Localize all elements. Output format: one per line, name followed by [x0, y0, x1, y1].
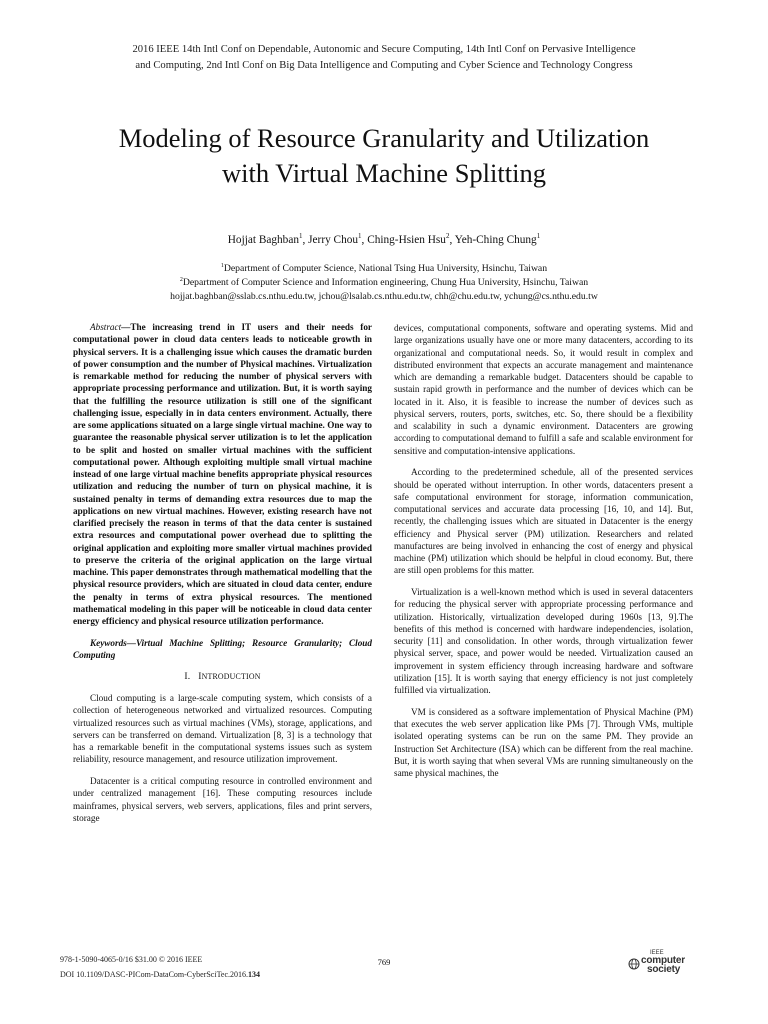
ieee-computer-society-logo — [626, 950, 698, 980]
conference-line-2: and Computing, 2nd Intl Conf on Big Data Intelligence and Computing and Cyber Science and Technology Congress — [135, 60, 633, 71]
right-column — [394, 322, 693, 789]
body-paragraph: Cloud computing is a large-scale computing system, which consists of a collection of heterogeneous networked and virtualized resources. Computing virtualized resources such as virtual machines (VMs), storage, applications, and servers can be transferred on demand. Virtualization [8, 3] is a technology that has a remarkable benefit in the computational systems issues such as system reliability, resource management, and resource utilization improvement. — [73, 693, 372, 765]
affiliations — [40, 262, 728, 304]
keywords: Keywords—Virtual Machine Splitting; Resource Granularity; Cloud Computing — [73, 637, 372, 660]
logo-ieee-text: IEEE — [650, 950, 664, 956]
isbn-line: 978-1-5090-4065-0/16 $31.00 © 2016 IEEE — [60, 955, 203, 964]
section-heading-introduction: I. INTRODUCTION — [184, 670, 261, 682]
paper-title — [40, 121, 728, 191]
body-paragraph: Datacenter is a critical computing resource in controlled environment and under centralized management [16]. These computing resources include mainframes, physical servers, web servers, applications, files and print servers, storage — [73, 776, 372, 823]
abstract-text: The increasing trend in IT users and their needs for computational power in cloud data centers leads to noticeable growth in physical servers. It is a challenging issue which causes the dramatic burden of power consumption and the number of Physical machines. Virtualization is remarkable method for reducing the number of physical servers with appropriate processing performance and utilization. But, it is worth saying that the fulfilling the resource utilization is still one of the significant challenging issue, especially in in data centers environment. Actually, there are some applications situated on a large single virtual machine. One way to guarantee the reasonable physical server utilization is to let the application to be split and hosted on smaller virtual machines with the sufficient computational power. Although exploiting multiple small virtual machine instead of one large virtual machine benefits appropriate physical resources utilization and reducing the number of turn on physical machine, it is sustained penalty in terms of demanding extra resources due to map the applications on new virtual machines. However, existing research have not clarified precisely the reason in terms of that the data center is sustained extra resources and computational power overhead due to splitting the original application and exploiting more smaller virtual machines provided to preserve the criteria of the original application on the large virtual machine. This paper demonstrates through mathematical modelling that the physical resource providers, which are situated in cloud data center, endure the penalty in terms of extra physical resources. The mentioned mathematical modeling in this paper will be noticeable in cloud data center energy efficiency and physical resource utilization performance. — [73, 322, 372, 626]
globe-icon — [628, 958, 640, 970]
page-number: 769 — [377, 957, 391, 967]
body-paragraph: devices, computational components, software and operating systems. Mid and large organizations usually have one or more many datacenters, according to its organizational and computational needs. So, it would result in complex and distributed environment that expects an accurate management and maintenance which are demanding a remarkable budget. Datacenters should be capable to sustain rapid growth in performance and the number of devices which can be located in it. Also, it is feasible to increase the number of devices such as physical servers, routers, ports, switches, etc. So, there should be a flexibility and scalability in such a dynamic environment. Datacenters are growing according to computational demand to fulfill a safe and scalable environment for sensitive and computation-intensive applications. — [394, 323, 693, 456]
conference-line-1: 2016 IEEE 14th Intl Conf on Dependable, Autonomic and Secure Computing, 14th Intl Conf on Pervasive Intelligence — [132, 44, 636, 55]
left-column — [73, 321, 372, 834]
author: Jerry Chou$^1$, — [308, 232, 368, 246]
author: Ching-Hsien Hsu$^2$, — [367, 232, 455, 246]
logo-computer-text: computer — [641, 955, 685, 966]
title-line-1: Modeling of Resource Granularity and Utilization — [118, 123, 650, 153]
body-paragraph: According to the predetermined schedule, all of the presented services should be operated without interruption. In other words, datacenters present a safe computational environment for storage, information communication, computational services and accurate data processing [16, 10, and 14]. But, recently, the challenging issues which are situated in Datacenter is the energy efficiency and Physical server (PM) utilization. Researchers and related manufactures are being involved in enhancing the cost of energy and physical machine (PM) utilization which should be helpful in cloud economy. But, there are still open problems for this matter. — [394, 467, 693, 576]
doi-line: DOI 10.1109/DASC-PICom-DataCom-CyberSciTec.2016.134 — [60, 970, 261, 979]
abstract-label: Abstract — [90, 322, 122, 332]
author-list — [40, 233, 728, 247]
title-line-2: with Virtual Machine Splitting — [222, 158, 546, 188]
affiliation-1: $^1$Department of Computer Science, National Tsing Hua University, Hsinchu, Taiwan — [220, 262, 548, 274]
logo-society-text: society — [647, 964, 681, 975]
body-paragraph: Virtualization is a well-known method which is used in several datacenters for reducing the physical server with appropriate processing performance and utilization. Historically, virtualization developed during 1960s [13, 9].The benefits of this method is concerned with hardware independencies, isolation, security [11] and consolidation. In other words, through virtualization fewer physical server, space, and power would be needed. Virtualization caused an improvement in system efficiency through increasing hardware and software utilization [15]. It is worth saying that energy efficiency is not just completely fulfilled via virtualization. — [394, 587, 693, 695]
affiliation-2: $^2$Department of Computer Science and Information engineering, Chung Hua University, Hsinchu, Taiwan — [179, 276, 589, 288]
conference-header — [40, 42, 728, 74]
author: Hojjat Baghban$^1$, — [227, 232, 309, 246]
author-emails: hojjat.baghban@sslab.cs.nthu.edu.tw, jchou@lsalab.cs.nthu.edu.tw, chh@chu.edu.tw, ychung@cs.nthu.edu.tw — [170, 291, 598, 302]
body-paragraph: VM is considered as a software implementation of Physical Machine (PM) that executes the web server application like PMs [7]. Through VMs, multiple isolated operating systems can be run on the same PM. They provide an Instruction Set Architecture (ISA) which can be different from the real machine. But, it is worth saying that when several VMs are running simultaneously on the same physical machines, the — [394, 706, 693, 778]
abstract: Abstract—The increasing trend in IT users and their needs for computational power in cloud data centers leads to noticeable growth in physical servers. It is a challenging issue which causes the dramatic burden of power consumption and the number of Physical machines. Virtualization is remarkable method for reducing the number of physical servers with appropriate processing performance and utilization. But, it is worth saying that the fulfilling the resource utilization is still one of the significant challenging issue, especially in in data centers environment. Actually, there are some applications situated on a large single virtual machine. One way to guarantee the reasonable physical server utilization is to let the application to be split and hosted on smaller virtual machines with the sufficient computational power. Although exploiting multiple small virtual machine instead of one large virtual machine benefits appropriate physical resources utilization and reducing the number of turn on physical machine, it is sustained penalty in terms of demanding extra resources due to map the applications on new virtual machines. However, existing research have not clarified precisely the reason in terms of that the data center is sustained extra resources and computational power overhead due to splitting the original application and exploiting more smaller virtual machines provided to preserve the criteria of the original application on the large virtual machine. This paper demonstrates through mathematical modelling that the physical resource providers, which are situated in cloud data center, endure the penalty in terms of extra physical resources. The mentioned mathematical modeling in this paper will be noticeable in cloud data center energy efficiency and physical resource utilization performance. — [73, 322, 372, 626]
author: Yeh-Ching Chung$^1$ — [454, 232, 541, 246]
